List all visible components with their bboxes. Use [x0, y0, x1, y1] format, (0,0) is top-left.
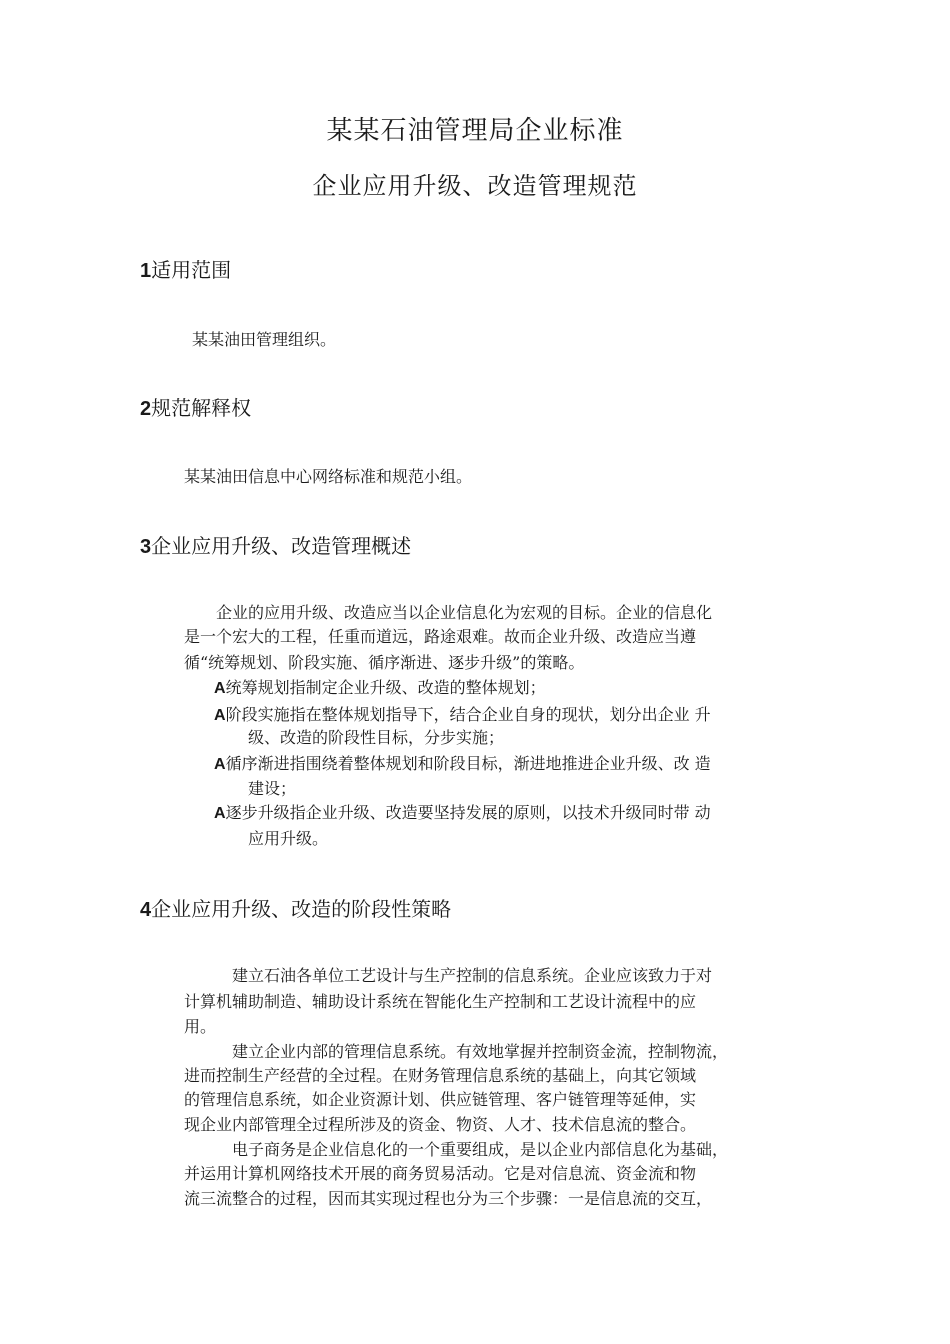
paragraph-line: 用。: [184, 1017, 217, 1036]
paragraph-line: 流三流整合的过程，因而其实现过程也分为三个步骤：一是信息流的交互，: [184, 1189, 713, 1208]
bullet-continuation: 建设；: [248, 779, 297, 798]
section-heading-3: [140, 530, 411, 559]
section-title: 适用范围: [151, 258, 232, 282]
section-number: 1: [140, 260, 152, 282]
bullet-continuation: 应用升级。: [248, 829, 329, 848]
bullet-item: [214, 800, 711, 823]
document-title: 某某石油管理局企业标准: [326, 116, 624, 146]
bullet-text: 循序渐进指围绕着整体规划和阶段目标，渐进地推进企业升级、改 造: [225, 754, 711, 773]
section-number: 2: [140, 398, 152, 420]
document-subtitle: 企业应用升级、改造管理规范: [312, 172, 638, 200]
bullet-text: 阶段实施指在整体规划指导下，结合企业自身的现状，划分出企业 升: [225, 705, 711, 724]
paragraph-line: 是一个宏大的工程，任重而道远，路途艰难。故而企业升级、改造应当遵: [184, 627, 697, 646]
section-title: 企业应用升级、改造管理概述: [151, 534, 412, 558]
paragraph-line: 企业的应用升级、改造应当以企业信息化为宏观的目标。企业的信息化: [216, 603, 713, 622]
paragraph-line: 并运用计算机网络技术开展的商务贸易活动。它是对信息流、资金流和物: [184, 1164, 697, 1183]
section-number: 4: [140, 899, 152, 921]
bullet-marker: A: [214, 805, 226, 822]
section-body-1: 某某油田管理组织。: [192, 330, 337, 349]
paragraph-line: 电子商务是企业信息化的一个重要组成，是以企业内部信息化为基础，: [232, 1140, 729, 1159]
section-body-2: 某某油田信息中心网络标准和规范小组。: [184, 467, 473, 486]
bullet-item: [214, 675, 546, 698]
paragraph-line: 建立企业内部的管理信息系统。有效地掌握并控制资金流，控制物流，: [232, 1042, 729, 1061]
paragraph-line: 现企业内部管理全过程所涉及的资金、物资、人才、技术信息流的整合。: [184, 1115, 697, 1134]
section-number: 3: [140, 536, 152, 558]
bullet-text: 逐步升级指企业升级、改造要坚持发展的原则，以技术升级同时带 动: [225, 803, 711, 822]
bullet-item: [214, 751, 711, 774]
bullet-continuation: 级、改造的阶段性目标，分步实施；: [248, 728, 505, 747]
section-heading-2: [140, 392, 251, 421]
paragraph-line: 的管理信息系统，如企业资源计划、供应链管理、客户链管理等延伸，实: [184, 1090, 697, 1109]
bullet-item: [214, 702, 711, 725]
paragraph-line: 计算机辅助制造、辅助设计系统在智能化生产控制和工艺设计流程中的应: [184, 992, 697, 1011]
paragraph-line: 循“统筹规划、阶段实施、循序渐进、逐步升级”的策略。: [184, 653, 585, 672]
bullet-marker: A: [214, 680, 226, 697]
bullet-text: 统筹规划指制定企业升级、改造的整体规划；: [225, 678, 546, 697]
paragraph-line: 进而控制生产经营的全过程。在财务管理信息系统的基础上，向其它领域: [184, 1066, 697, 1085]
section-heading-4: [140, 893, 451, 922]
paragraph-line: 建立石油各单位工艺设计与生产控制的信息系统。企业应该致力于对: [232, 966, 713, 985]
section-title: 规范解释权: [151, 396, 252, 420]
bullet-marker: A: [214, 707, 226, 724]
bullet-marker: A: [214, 756, 226, 773]
section-heading-1: [140, 254, 231, 283]
section-title: 企业应用升级、改造的阶段性策略: [151, 897, 452, 921]
